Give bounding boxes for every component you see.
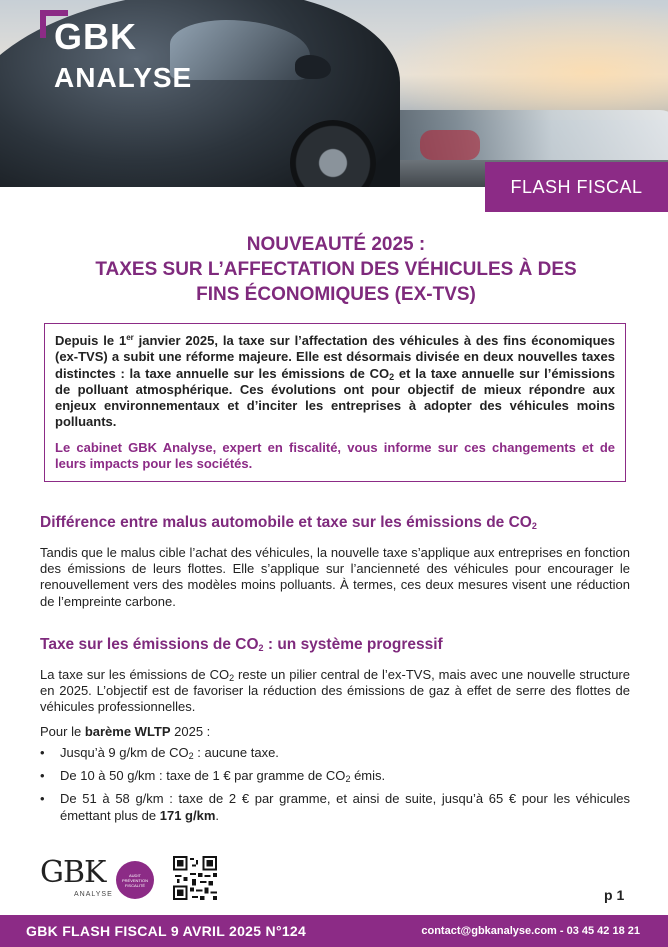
footer-bar — [0, 915, 668, 947]
intro-box — [44, 323, 626, 482]
bareme-item-1: • Jusqu’à 9 g/km de $CO_2$ : aucune taxe. — [40, 745, 630, 761]
bareme-list — [40, 745, 630, 831]
page-title — [40, 232, 632, 307]
intro-paragraph: Depuis le 1er janvier 2025, la taxe sur l’affectation des véhicules à des fins économiques (ex-TVS) a subit une réforme majeure. Elle est désormais divisée en deux nouvelles taxes distinctes : la taxe annuelle sur les émissions de $CO_2$ et la taxe annuelle sur l’émissions de polluant atmosphérique. Ces évolutions ont pour objectif de mieux répondre aux enjeux environnementaux et d’inciter les entreprises à adopter des véhicules moins polluants. — [55, 333, 616, 430]
bareme-item-3: • De 51 à 58 g/km : taxe de 2 € par gramme, et ainsi de suite, jusqu’à 65 € pour les véhicules émettant plus de 171 g/km. — [40, 791, 630, 823]
title-line-2: TAXES SUR L’AFFECTATION DES VÉHICULES À DES — [95, 259, 577, 280]
title-line-1: NOUVEAUTÉ 2025 : — [246, 234, 426, 255]
title-line-3: FINS ÉCONOMIQUES (EX-TVS) — [196, 284, 476, 305]
section-heading-malus: Différence entre malus automobile et taxe sur les émissions de $CO_2$ — [40, 514, 537, 531]
footer-issue: GBK FLASH FISCAL 9 AVRIL 2025 N°124 — [26, 923, 307, 939]
brand-gbk: GBK — [54, 16, 137, 57]
flash-fiscal-tag: FLASH FISCAL — [485, 162, 668, 212]
bareme-intro: Pour le barème WLTP 2025 : — [40, 724, 211, 739]
section-body-malus: Tandis que le malus cible l’achat des véhicules, la nouvelle taxe s’applique aux entreprises en fonction des émissions de leurs flottes. Elle s’applique sur l’ancienneté des véhicules pour encourager le renouvellement vers des modèles moins polluants. À termes, ces deux mesures visent une réduction de l’empreinte carbone. — [40, 545, 630, 609]
section-body-co2: La taxe sur les émissions de $CO_2$ reste un pilier central de l’ex-TVS, mais avec une nouvelle structure en 2025. L’objectif est de favoriser la réduction des émissions de gaz à effet de serre des flottes de véhicules professionnelles. — [40, 667, 630, 715]
bareme-item-2: • De 10 à 50 g/km : taxe de 1 € par gramme de $CO_2$ émis. — [40, 768, 630, 784]
brand-analyse: ANALYSE — [54, 62, 193, 93]
page-number: p 1 — [604, 887, 625, 903]
section-heading-co2: Taxe sur les émissions de $CO_2$ : un système progressif — [40, 636, 443, 653]
intro-cabinet-note: Le cabinet GBK Analyse, expert en fiscalité, vous informe sur ces changements et de leurs impacts pour les sociétés. — [55, 439, 615, 472]
qr-code-icon[interactable] — [173, 856, 217, 900]
footer-logo: GBK ANALYSE AUDIT PRÉVENTION FISCALITÉ — [40, 855, 155, 901]
footer-contact[interactable]: contact@gbkanalyse.com - 03 45 42 18 21 — [421, 925, 640, 937]
